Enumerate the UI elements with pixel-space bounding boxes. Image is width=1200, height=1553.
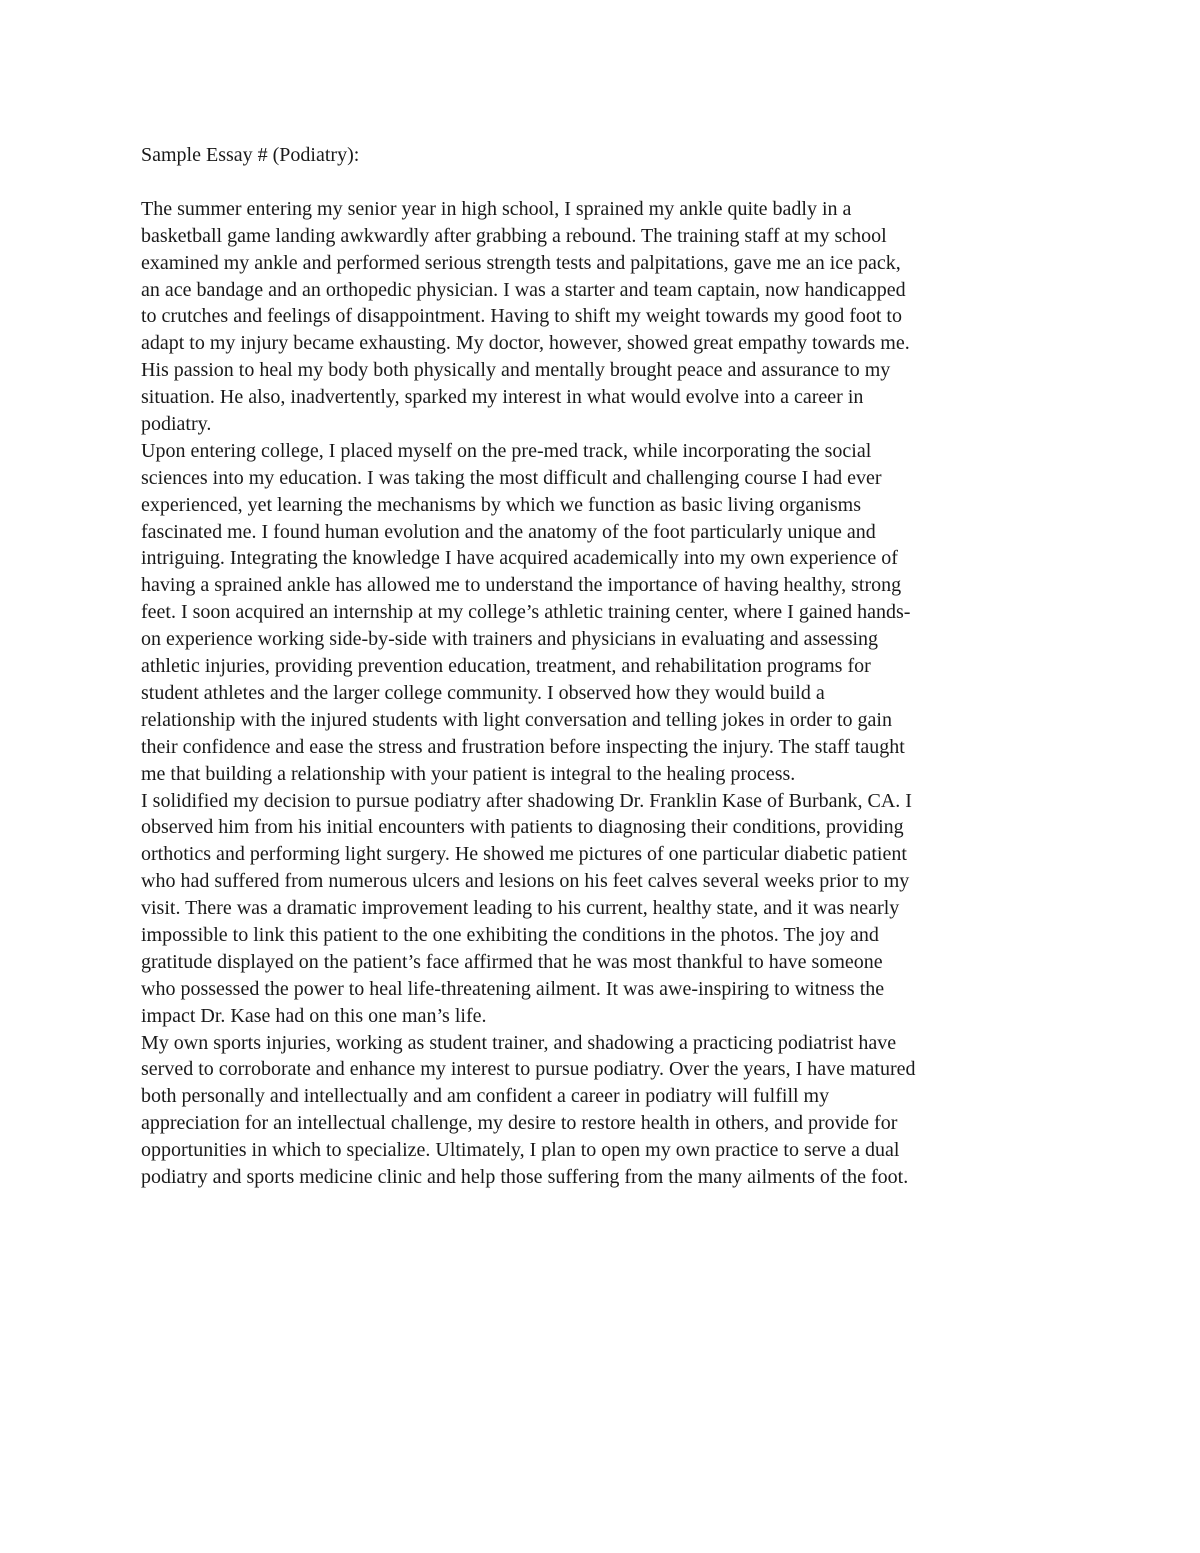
essay-body bbox=[141, 142, 1061, 1191]
paragraph-line: orthotics and performing light surgery. He showed me pictures of one particular diabetic patient bbox=[141, 843, 907, 866]
paragraph-line: Upon entering college, I placed myself on the pre-med track, while incorporating the social bbox=[141, 439, 872, 462]
paragraph-line: having a sprained ankle has allowed me to understand the importance of having healthy, strong bbox=[141, 574, 902, 597]
paragraph-line: served to corroborate and enhance my interest to pursue podiatry. Over the years, I have matured bbox=[141, 1058, 916, 1081]
paragraph-line: student athletes and the larger college community. I observed how they would build a bbox=[141, 681, 825, 704]
paragraph-line: I solidified my decision to pursue podiatry after shadowing Dr. Franklin Kase of Burbank, CA. I bbox=[141, 789, 912, 812]
paragraph-line: impact Dr. Kase had on this one man’s life. bbox=[141, 1004, 487, 1027]
paragraph-line: on experience working side-by-side with trainers and physicians in evaluating and assessing bbox=[141, 628, 879, 651]
paragraph-line: who had suffered from numerous ulcers and lesions on his feet calves several weeks prior to my bbox=[141, 870, 910, 893]
paragraph-line: to crutches and feelings of disappointment. Having to shift my weight towards my good foot to bbox=[141, 305, 902, 328]
paragraph-line: intriguing. Integrating the knowledge I have acquired academically into my own experience of bbox=[141, 547, 898, 570]
paragraph-line: feet. I soon acquired an internship at my college’s athletic training center, where I gained hands- bbox=[141, 601, 911, 624]
paragraph-line: gratitude displayed on the patient’s face affirmed that he was most thankful to have someone bbox=[141, 950, 883, 973]
paragraph-line: basketball game landing awkwardly after grabbing a rebound. The training staff at my school bbox=[141, 224, 887, 247]
essay-title: Sample Essay # (Podiatry): bbox=[141, 144, 360, 166]
paragraph-line: relationship with the injured students with light conversation and telling jokes in order to gain bbox=[141, 708, 892, 731]
paragraph-line: me that building a relationship with your patient is integral to the healing process. bbox=[141, 762, 796, 785]
paragraph-line: examined my ankle and performed serious strength tests and palpitations, gave me an ice pack, bbox=[141, 251, 901, 274]
paragraph-line: My own sports injuries, working as student trainer, and shadowing a practicing podiatrist have bbox=[141, 1031, 897, 1054]
paragraph-line: their confidence and ease the stress and frustration before inspecting the injury. The staff taught bbox=[141, 735, 905, 758]
paragraph-line: opportunities in which to specialize. Ultimately, I plan to open my own practice to serve a dual bbox=[141, 1139, 900, 1162]
paragraph-line: podiatry and sports medicine clinic and help those suffering from the many ailments of the foot. bbox=[141, 1165, 909, 1188]
paragraph-line: impossible to link this patient to the one exhibiting the conditions in the photos. The joy and bbox=[141, 923, 879, 946]
paragraph-line: observed him from his initial encounters with patients to diagnosing their conditions, providing bbox=[141, 816, 904, 839]
paragraph-line: sciences into my education. I was taking the most difficult and challenging course I had ever bbox=[141, 466, 882, 489]
paragraph-line: situation. He also, inadvertently, sparked my interest in what would evolve into a career in bbox=[141, 386, 864, 409]
essay-paragraph bbox=[141, 196, 1061, 438]
essay-paragraphs bbox=[141, 196, 1061, 1191]
paragraph-line: podiatry. bbox=[141, 413, 212, 436]
paragraph-line: both personally and intellectually and am confident a career in podiatry will fulfill my bbox=[141, 1085, 830, 1108]
paragraph-line: The summer entering my senior year in high school, I sprained my ankle quite badly in a bbox=[141, 197, 852, 220]
paragraph-line: adapt to my injury became exhausting. My doctor, however, showed great empathy towards me. bbox=[141, 332, 910, 355]
essay-paragraph bbox=[141, 1030, 1061, 1191]
essay-paragraph bbox=[141, 788, 1061, 1030]
paragraph-line: athletic injuries, providing prevention education, treatment, and rehabilitation programs for bbox=[141, 655, 871, 678]
paragraph-line: who possessed the power to heal life-threatening ailment. It was awe-inspiring to witness the bbox=[141, 977, 885, 1000]
paragraph-line: appreciation for an intellectual challenge, my desire to restore health in others, and provide for bbox=[141, 1112, 898, 1135]
essay-paragraph bbox=[141, 438, 1061, 788]
paragraph-line: fascinated me. I found human evolution and the anatomy of the foot particularly unique and bbox=[141, 520, 876, 543]
paragraph-line: His passion to heal my body both physically and mentally brought peace and assurance to my bbox=[141, 359, 891, 382]
paragraph-line: experienced, yet learning the mechanisms by which we function as basic living organisms bbox=[141, 493, 861, 516]
paragraph-line: visit. There was a dramatic improvement leading to his current, healthy state, and it was nearly bbox=[141, 897, 900, 920]
paragraph-line: an ace bandage and an orthopedic physician. I was a starter and team captain, now handicapped bbox=[141, 278, 906, 301]
